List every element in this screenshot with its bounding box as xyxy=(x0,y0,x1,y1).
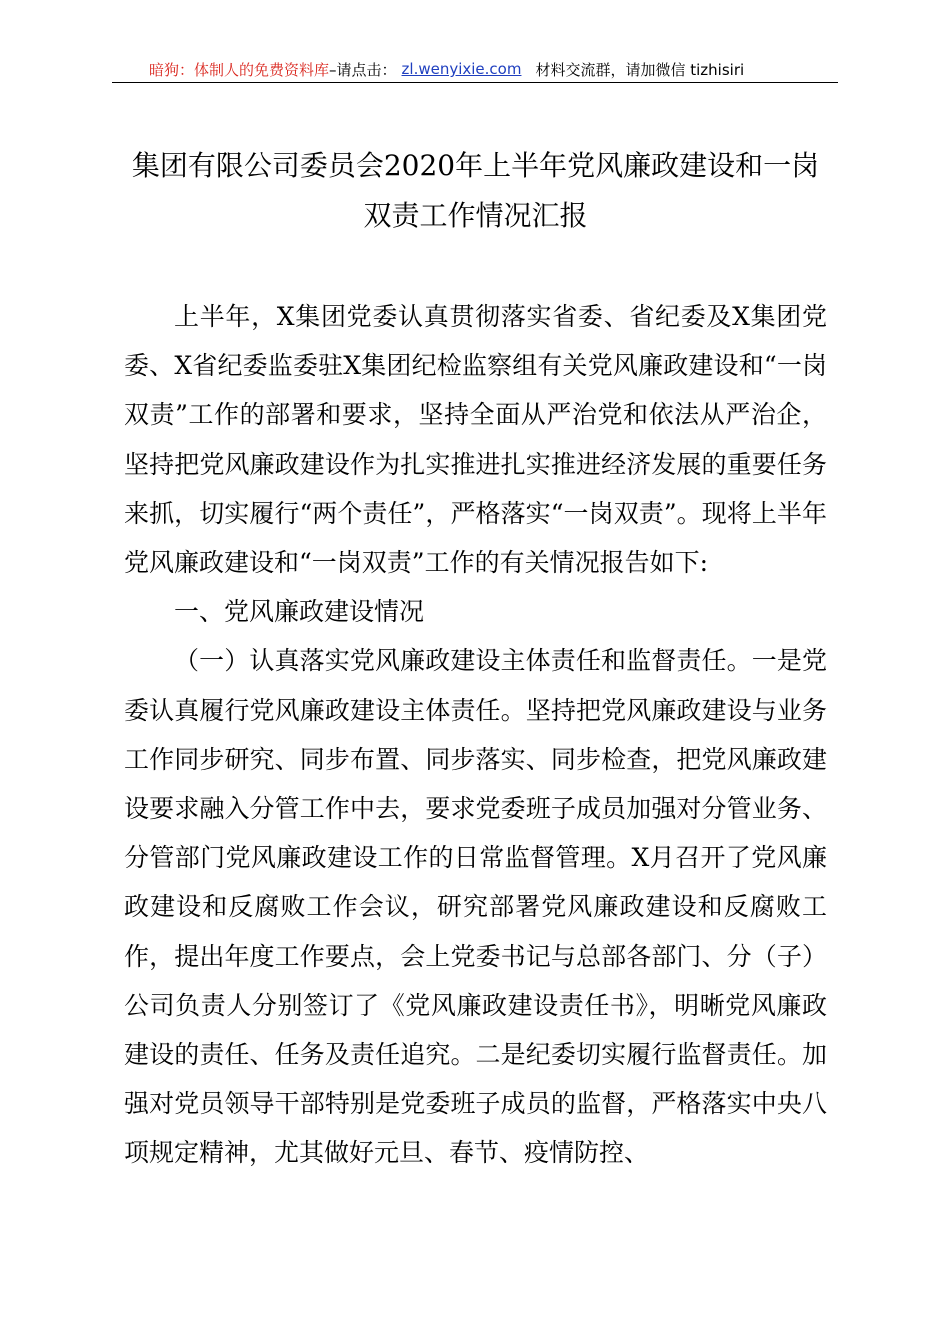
body-paragraph-1: （一）认真落实党风廉政建设主体责任和监督责任。一是党委认真履行党风廉政建设主体责任。坚持把党风廉政建设与业务工作同步研究、同步布置、同步落实、同步检查，把党风廉政建设要求融入分管工作中去，要求党委班子成员加强对分管业务、分管部门党风廉政建设工作的日常监督管理。X月召开了党风廉政建设和反腐败工作会议，研究部署党风廉政建设和反腐败工作，提出年度工作要点，会上党委书记与总部各部门、分（子）公司负责人分别签订了《党风廉政建设责任书》，明晰党风廉政建设的责任、任务及责任追究。二是纪委切实履行监督责任。加强对党员领导干部特别是党委班子成员的监督，严格落实中央八项规定精神，尤其做好元旦、春节、疫情防控、 xyxy=(124,646,827,1168)
body-paragraph-intro: 上半年，X集团党委认真贯彻落实省委、省纪委及X集团党委、X省纪委监委驻X集团纪检监察组有关党风廉政建设和“一岗双责”工作的部署和要求，坚持全面从严治党和依法从严治企，坚持把党风廉政建设作为扎实推进扎实推进经济发展的重要任务来抓，切实履行“两个责任”，严格落实“一岗双责”。现将上半年党风廉政建设和“一岗双责”工作的有关情况报告如下: xyxy=(124,302,827,578)
page-header xyxy=(112,58,838,80)
header-wechat-text: 材料交流群，请加微信 tizhisiri xyxy=(535,60,745,79)
header-ad-text: 暗狗：体制人的免费资料库 xyxy=(149,60,330,79)
section-heading-1: 一、党风廉政建设情况 xyxy=(174,597,425,627)
document-title: 集团有限公司委员会2020年上半年党风廉政建设和一岗双责工作情况汇报 xyxy=(131,149,820,232)
document-body xyxy=(124,292,827,1178)
header-divider xyxy=(112,82,838,83)
header-link[interactable]: zl.wenyixie.com xyxy=(401,60,522,78)
header-click-prompt: –请点击： xyxy=(329,60,397,79)
